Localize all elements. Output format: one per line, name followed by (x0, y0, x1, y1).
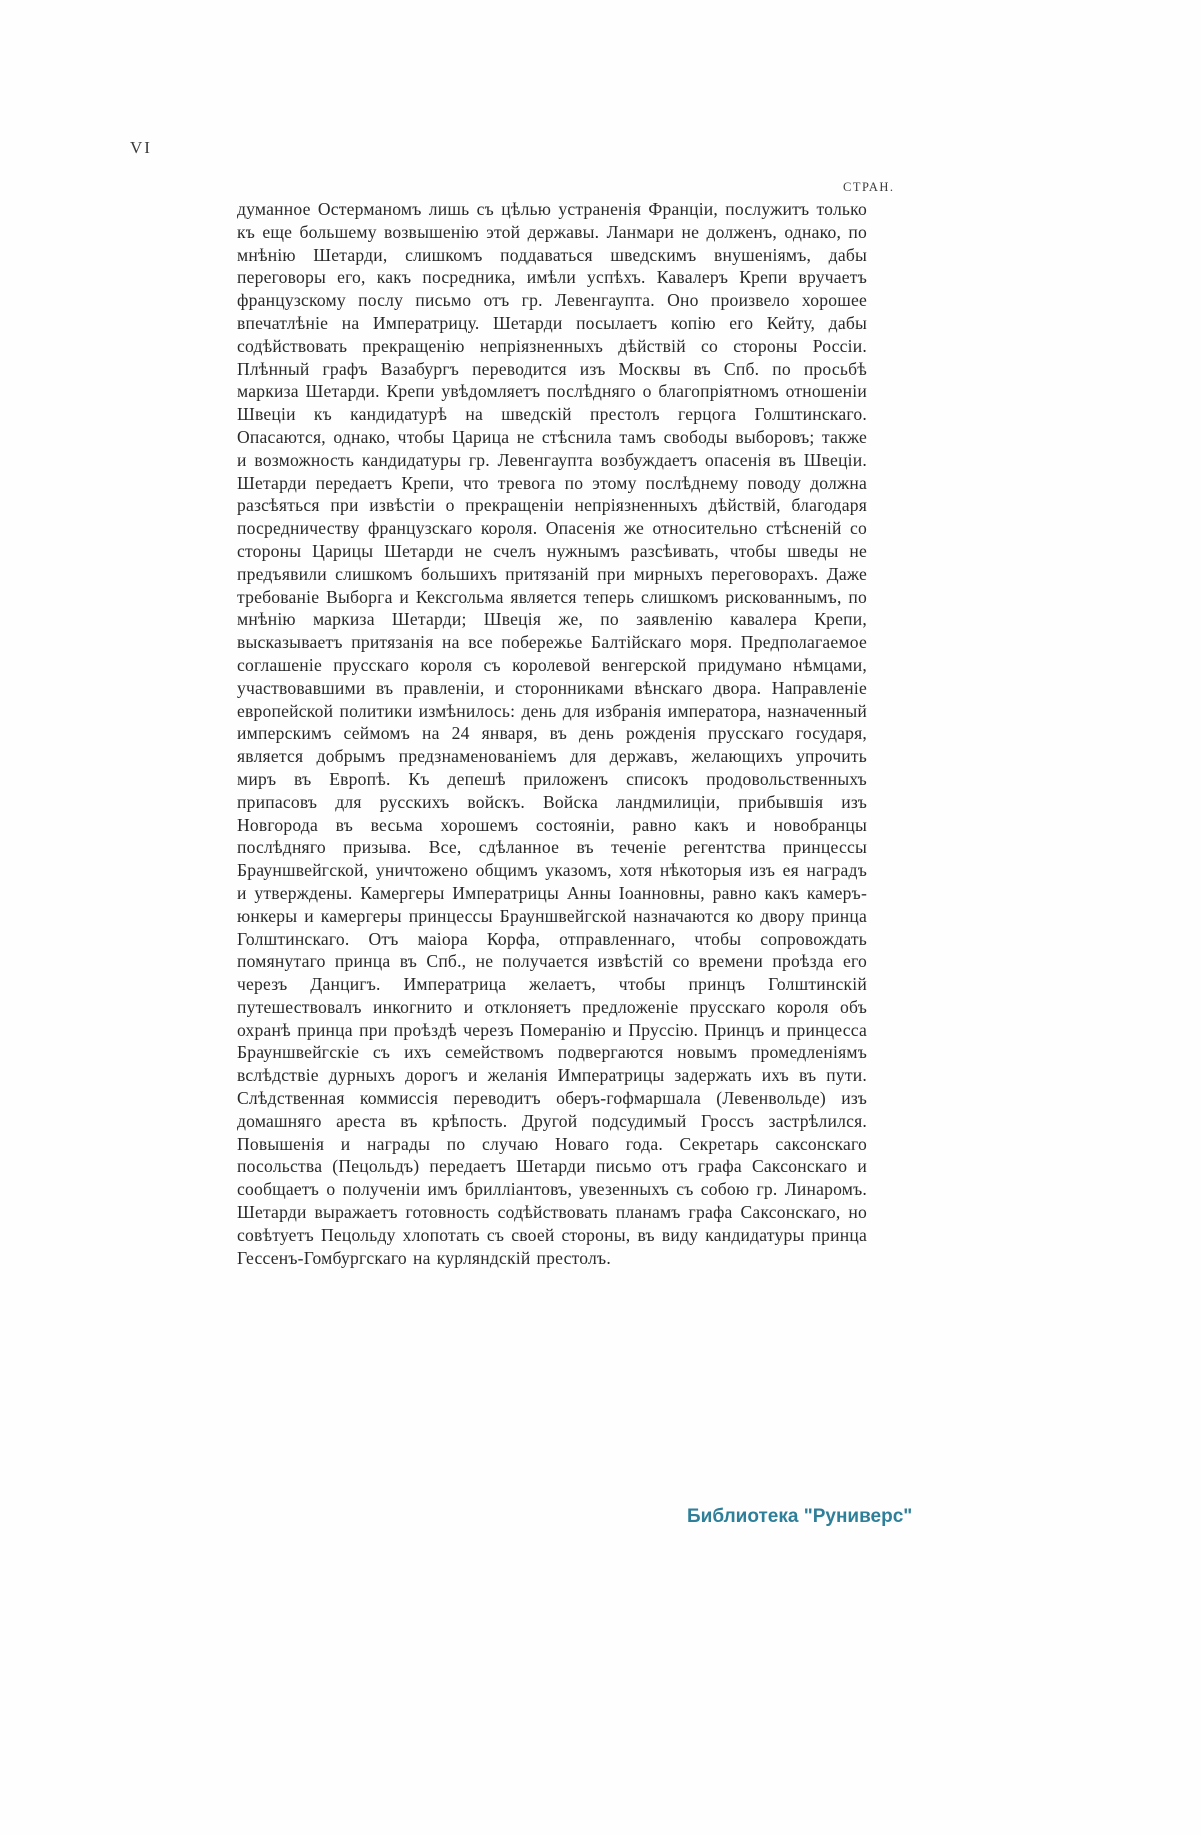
page-number: VI (130, 138, 152, 157)
running-head-stran: СТРАН. (843, 180, 895, 194)
library-watermark: Библиотека "Руниверс" (687, 1506, 913, 1527)
body-text-paragraph: думанное Остерманомъ лишь съ цѣлью устраненія Франціи, послужитъ только къ еще большему возвышенію этой державы. Ланмари не долженъ, однако, по мнѣнію Шетарди, слишкомъ поддаваться шведскимъ внушеніямъ, дабы переговоры его, какъ посредника, имѣли успѣхъ. Кавалеръ Крепи вручаетъ французскому послу письмо отъ гр. Левенгаупта. Оно произвело хорошее впечатлѣніе на Императрицу. Шетарди посылаетъ копію его Кейту, дабы содѣйствовать прекращенію непріязненныхъ дѣйствій со стороны Россіи. Плѣнный графъ Вазабургъ переводится изъ Москвы въ Спб. по просьбѣ маркиза Шетарди. Крепи увѣдомляетъ послѣдняго о благопріятномъ отношеніи Швеціи къ кандидатурѣ на шведскій престолъ герцога Голштинскаго. Опасаются, однако, чтобы Царица не стѣснила тамъ свободы выборовъ; также и возможность кандидатуры гр. Левенгаупта возбуждаетъ опасенія въ Швеціи. Шетарди передаетъ Крепи, что тревога по этому послѣднему поводу должна разсѣяться при извѣстіи о прекращеніи непріязненныхъ дѣйствій, благодаря посредничеству французскаго короля. Опасенія же относительно стѣсненій со стороны Царицы Шетарди не счелъ нужнымъ разсѣивать, чтобы шведы не предъявили слишкомъ большихъ притязаній при мирныхъ переговорахъ. Даже требованіе Выборга и Кексгольма является теперь слишкомъ рискованнымъ, по мнѣнію маркиза Шетарди; Швеція же, по заявленію кавалера Крепи, высказываетъ притязанія на все побережье Балтійскаго моря. Предполагаемое соглашеніе прусскаго короля съ королевой венгерской придумано нѣмцами, участвовавшими въ правленіи, и сторонниками вѣнскаго двора. Направленіе европейской политики измѣнилось: день для избранія императора, назначенный имперскимъ сеймомъ на 24 января, въ день рожденія прусскаго государя, является добрымъ предзнаменованіемъ для державъ, желающихъ упрочить миръ въ Европѣ. Къ депешѣ приложенъ списокъ продовольственныхъ припасовъ для русскихъ войскъ. Войска ландмилиціи, прибывшія изъ Новгорода въ весьма хорошемъ состояніи, равно какъ и новобранцы послѣдняго призыва. Все, сдѣланное въ теченіе регентства принцессы Брауншвейгской, уничтожено общимъ указомъ, хотя нѣкоторыя изъ ея наградъ и утверждены. Камергеры Императрицы Анны Іоанновны, равно какъ камеръ-юнкеры и камергеры принцессы Брауншвейгской назначаются ко двору принца Голштинскаго. Отъ маіора Корфа, отправленнаго, чтобы сопровождать помянутаго принца въ Спб., не получается извѣстій со времени проѣзда его черезъ Данцигъ. Императрица желаетъ, чтобы принцъ Голштинскій путешествовалъ инкогнито и отклоняетъ предложеніе прусскаго короля объ охранѣ принца при проѣздѣ черезъ Померанію и Пруссію. Принцъ и принцесса Брауншвейгскіе съ ихъ семействомъ подвергаются новымъ промедленіямъ вслѣдствіе дурныхъ дорогъ и желанія Императрицы задержать ихъ въ пути. Слѣдственная коммиссія переводитъ оберъ-гофмаршала (Левенвольде) изъ домашняго ареста въ крѣпость. Другой подсудимый Гроссъ застрѣлился. Повышенія и награды по случаю Новаго года. Секретарь саксонскаго посольства (Пецольдъ) передаетъ Шетарди письмо отъ графа Саксонскаго и сообщаетъ о полученіи имъ брилліантовъ, увезенныхъ съ собою гр. Линаромъ. Шетарди выражаетъ готовность содѣйствовать планамъ графа Саксонскаго, но совѣтуетъ Пецольду хлопотать съ своей стороны, въ виду кандидатуры принца Гессенъ-Гомбургскаго на курляндскій престолъ. (237, 199, 867, 1268)
